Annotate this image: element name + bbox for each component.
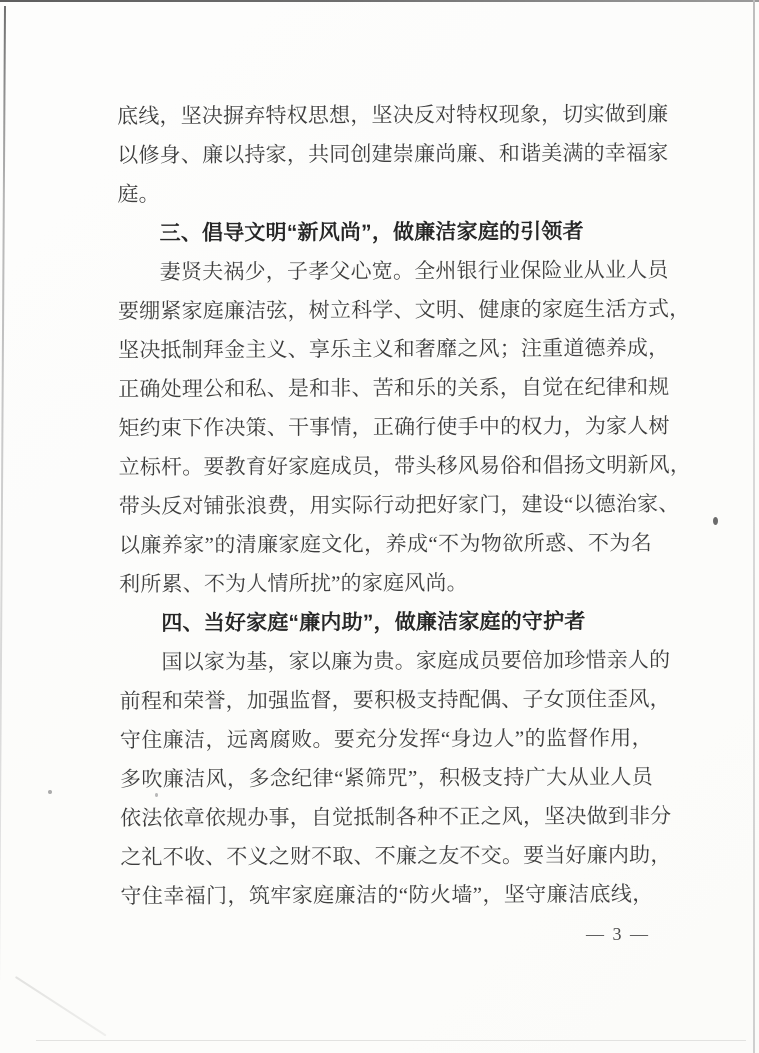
text-line: 立标杆。要教育好家庭成员，带头移风易俗和倡扬文明新风， <box>118 452 692 480</box>
document-body <box>117 95 692 916</box>
text-line: 底线，坚决摒弃特权思想，坚决反对特权现象，切实做到廉 <box>117 101 669 129</box>
text-line: 庭。 <box>117 181 160 207</box>
scan-edge-top <box>0 0 759 2</box>
scan-speck <box>713 517 718 525</box>
page-number: — 3 — <box>586 924 650 944</box>
text-line: 以修身、廉以持家，共同创建崇廉尚廉、和谐美满的幸福家 <box>117 140 669 168</box>
text-line: 前程和荣誉，加强监督，要积极支持配偶、子女顶住歪风， <box>119 686 671 714</box>
text-line: 矩约束下作决策、干事情，正确行使手中的权力，为家人树 <box>118 413 670 441</box>
text-line: 利所累、不为人情所扰”的家庭风尚。 <box>119 570 468 597</box>
text-line: 妻贤夫祸少，子孝父心宽。全州银行业保险业从业人员 <box>159 257 669 284</box>
text-line: 带头反对铺张浪费，用实际行动把好家门，建设“以德治家、 <box>118 491 680 519</box>
text-line: 依法依章依规办事，自觉抵制各种不正之风，坚决做到非分 <box>120 803 672 831</box>
text-line: 正确处理公和私、是和非、苦和乐的关系，自觉在纪律和规 <box>118 374 670 402</box>
text-line: 要绷紧家庭廉洁弦，树立科学、文明、健康的家庭生活方式， <box>117 296 691 324</box>
text-line: 守住幸福门，筑牢家庭廉洁的“防火墙”，坚守廉洁底线， <box>120 881 654 909</box>
section-heading-3: 三、倡导文明“新风尚”，做廉洁家庭的引领者 <box>159 220 584 245</box>
text-line: 以廉养家”的清廉家庭文化，养成“不为物欲所惑、不为名 <box>118 530 653 558</box>
text-line: 多吹廉洁风，多念纪律“紧筛咒”，积极支持广大从业人员 <box>119 764 654 792</box>
scan-corner-shadow <box>15 976 107 1036</box>
section-heading-4: 四、当好家庭“廉内助”，做廉洁家庭的守护者 <box>161 610 586 635</box>
scan-edge-bottom <box>36 1040 746 1041</box>
text-line: 之礼不收、不义之财不取、不廉之友不交。要当好廉内助， <box>120 842 672 870</box>
text-line: 坚决抵制拜金主义、享乐主义和奢靡之风；注重道德养成， <box>118 335 670 363</box>
text-line: 守住廉洁，远离腐败。要充分发挥“身边人”的监督作用， <box>119 725 653 753</box>
text-line: 国以家为基，家以廉为贵。家庭成员要倍加珍惜亲人的 <box>161 647 671 674</box>
scan-speck <box>48 790 52 794</box>
scan-edge-right <box>753 0 755 1053</box>
scan-edge-left <box>0 6 6 1048</box>
